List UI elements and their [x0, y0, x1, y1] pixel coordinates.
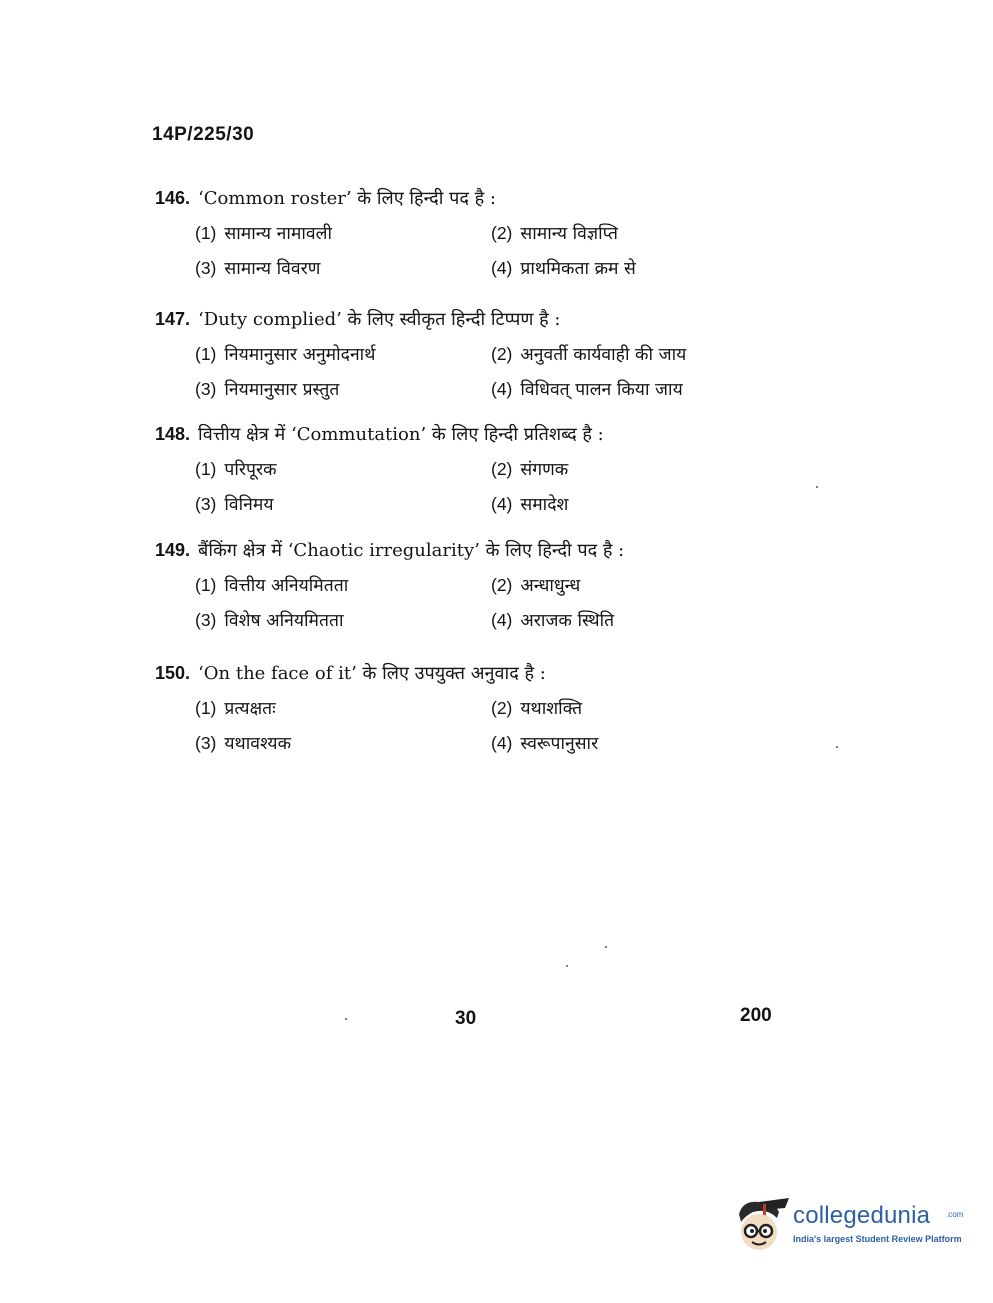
option-2: [491, 457, 791, 482]
option-4: [491, 256, 791, 281]
question-number: 147.: [155, 309, 191, 329]
option-4: [491, 492, 791, 517]
option-text: अराजक स्थिति: [520, 611, 615, 631]
options-list: [195, 573, 765, 633]
option-3: [195, 492, 491, 517]
question-stem: [155, 186, 765, 211]
question-stem: [155, 422, 765, 447]
question-150: [155, 661, 765, 756]
option-number: (3): [195, 258, 217, 278]
question-number: 148.: [155, 424, 191, 444]
option-2: [491, 573, 791, 598]
question-149: [155, 538, 765, 633]
question-146: [155, 186, 765, 281]
paper-code: 14P/225/30: [152, 124, 255, 145]
question-text: बैंकिंग क्षेत्र में ‘Chaotic irregularity’ के लिए हिन्दी पद है :: [198, 540, 625, 561]
option-2: [491, 221, 791, 246]
option-text: यथावश्यक: [224, 734, 292, 754]
option-number: (4): [491, 494, 513, 514]
option-number: (4): [491, 258, 513, 278]
option-number: (1): [195, 575, 217, 595]
option-2: [491, 696, 791, 721]
option-number: (4): [491, 733, 513, 753]
option-number: (2): [491, 698, 513, 718]
logo-tagline: India's largest Student Review Platform: [793, 1234, 962, 1244]
option-text: विधिवत् पालन किया जाय: [520, 380, 683, 400]
option-3: [195, 256, 491, 281]
scan-speck: [836, 746, 838, 748]
option-number: (1): [195, 698, 217, 718]
option-1: [195, 457, 491, 482]
option-number: (2): [491, 459, 513, 479]
question-number: 149.: [155, 540, 191, 560]
option-number: (2): [491, 223, 513, 243]
question-stem: [155, 538, 765, 563]
option-text: सामान्य विवरण: [224, 259, 321, 279]
option-text: नियमानुसार अनुमोदनार्थ: [224, 345, 376, 365]
question-count: 200: [740, 1005, 772, 1026]
option-2: [491, 342, 791, 367]
option-number: (3): [195, 494, 217, 514]
option-4: [491, 608, 791, 633]
option-number: (1): [195, 459, 217, 479]
option-text: विनिमय: [224, 495, 274, 515]
options-list: [195, 342, 765, 402]
option-3: [195, 608, 491, 633]
question-text: ‘Common roster’ के लिए हिन्दी पद है :: [198, 188, 496, 209]
option-text: अनुवर्ती कार्यवाही की जाय: [520, 345, 687, 365]
option-number: (1): [195, 344, 217, 364]
option-text: स्वरूपानुसार: [520, 734, 599, 754]
option-text: प्राथमिकता क्रम से: [520, 259, 636, 279]
question-148: [155, 422, 765, 517]
option-number: (3): [195, 379, 217, 399]
options-list: [195, 696, 765, 756]
option-number: (4): [491, 610, 513, 630]
option-4: [491, 377, 791, 402]
option-number: (2): [491, 344, 513, 364]
student-mascot-icon: [733, 1194, 793, 1256]
question-text: ‘On the face of it’ के लिए उपयुक्त अनुवाद है :: [198, 663, 546, 684]
option-3: [195, 731, 491, 756]
option-number: (2): [491, 575, 513, 595]
option-number: (3): [195, 610, 217, 630]
option-number: (3): [195, 733, 217, 753]
scan-speck: [605, 946, 607, 948]
question-number: 150.: [155, 663, 191, 683]
option-number: (4): [491, 379, 513, 399]
scan-speck: [345, 1018, 347, 1020]
scan-speck: [566, 965, 568, 967]
question-stem: [155, 661, 765, 686]
option-1: [195, 342, 491, 367]
option-text: अन्धाधुन्ध: [520, 576, 581, 596]
option-text: विशेष अनियमितता: [224, 611, 344, 631]
option-text: वित्तीय अनियमितता: [224, 576, 349, 596]
question-text: ‘Duty complied’ के लिए स्वीकृत हिन्दी टिप्पण है :: [198, 309, 561, 330]
collegedunia-logo[interactable]: [733, 1194, 963, 1264]
option-text: परिपूरक: [224, 460, 277, 480]
option-text: प्रत्यक्षतः: [224, 699, 276, 719]
option-text: सामान्य नामावली: [224, 224, 332, 244]
option-1: [195, 573, 491, 598]
logo-wordmark: collegedunia: [793, 1202, 931, 1229]
option-1: [195, 696, 491, 721]
option-4: [491, 731, 791, 756]
option-text: सामान्य विज्ञप्ति: [520, 224, 619, 244]
option-number: (1): [195, 223, 217, 243]
option-text: यथाशक्ति: [520, 699, 583, 719]
question-147: [155, 307, 765, 402]
options-list: [195, 457, 765, 517]
options-list: [195, 221, 765, 281]
option-text: संगणक: [520, 460, 569, 480]
question-number: 146.: [155, 188, 191, 208]
option-1: [195, 221, 491, 246]
scan-speck: [816, 486, 818, 488]
option-text: समादेश: [520, 495, 569, 515]
question-stem: [155, 307, 765, 332]
logo-suffix: .com: [946, 1210, 964, 1219]
question-text: वित्तीय क्षेत्र में ‘Commutation’ के लिए हिन्दी प्रतिशब्द है :: [198, 424, 604, 445]
page-number: 30: [455, 1008, 477, 1029]
option-text: नियमानुसार प्रस्तुत: [224, 380, 340, 400]
option-3: [195, 377, 491, 402]
